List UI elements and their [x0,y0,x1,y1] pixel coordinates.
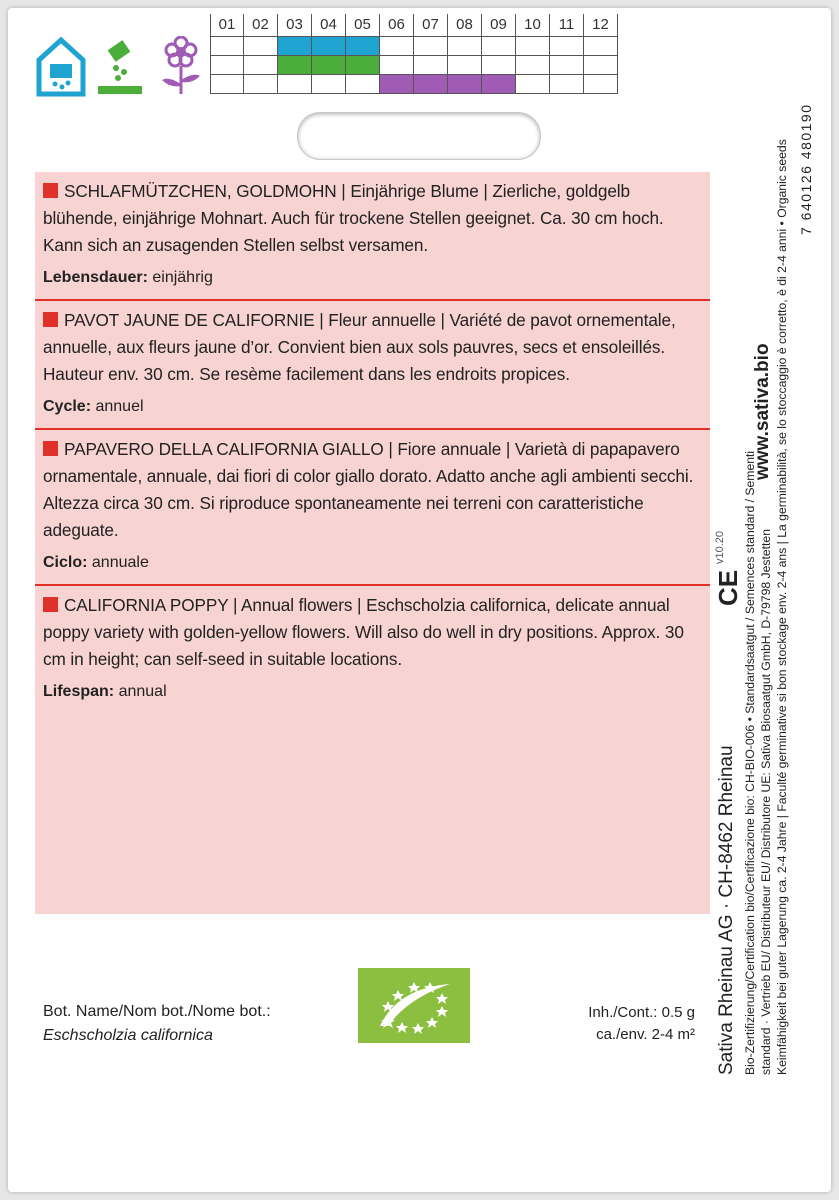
calendar-cell [380,75,414,93]
calendar-row [210,55,618,74]
outdoor-sowing-icon [96,36,146,98]
calendar-cell [312,37,346,55]
month-label: 04 [312,14,346,36]
lifespan-label: Lebensdauer: [43,269,148,286]
description-text: PAPAVERO DELLA CALIFORNIA GIALLO | Fiore annuale | Varietà di papapavero ornamentale, annuale, dai fiori di color giallo dorato. Adatto anche agli ambienti secchi. Altezza circa 30 cm. Si riproduce spontaneamente nei terreni con caratteristiche adeguate. [43,439,694,540]
botanical-label: Bot. Name/Nom bot./Nome bot.: [43,1003,271,1020]
calendar-cell [550,75,584,93]
month-label: 05 [346,14,380,36]
lifespan-value: annuale [91,554,149,571]
calendar-cell [584,56,618,74]
description-text: PAVOT JAUNE DE CALIFORNIE | Fleur annuelle | Variété de pavot ornementale, annuelle, aux fleurs jaune d’or. Convient bien aux sols pauvres, secs et ensoleillés. Hauteur env. 30 cm. Se resème facilement dans les endroits propices. [43,310,676,384]
hang-hole [297,112,541,160]
indoor-sowing-icon [36,36,86,98]
description-section-de [35,172,710,301]
lifespan-value: annual [118,683,167,700]
lifespan-label: Ciclo: [43,554,88,571]
calendar-cell [244,56,278,74]
version-label: v10.20 [714,530,726,564]
sowing-calendar [210,14,618,94]
calendar-cell [278,56,312,74]
distributor-text: standard · Vertrieb EU/ Distributeur EU/ Distributore UE: Sativa Biosaatgut GmbH, D-79798 Jestetten [759,529,773,1075]
calendar-cell [414,56,448,74]
calendar-cell [550,56,584,74]
calendar-cell [380,37,414,55]
calendar-cell [516,56,550,74]
barcode-number: 7 640126 480190 [798,103,814,235]
calendar-cell [482,56,516,74]
germination-text: Keimfähigkeit bei guter Lagerung ca. 2-4 Jahre | Faculté germinative si bon stockage env. 2-4 ans | La germinabilità, se lo stoccaggio è corretto, è di 2-4 anni • Organic seeds [775,139,789,1075]
calendar-cell [210,56,244,74]
description-panel [35,172,710,914]
calendar-cell [312,56,346,74]
botanical-name-block [43,1000,271,1048]
flower-icon [156,36,206,98]
calendar-cell [210,37,244,55]
calendar-cell [482,37,516,55]
calendar-cell [244,37,278,55]
month-label: 03 [278,14,312,36]
lifespan-label: Cycle: [43,398,92,415]
calendar-cell [516,75,550,93]
red-square-icon [43,441,58,456]
month-label: 06 [380,14,414,36]
ce-mark: CE [713,569,743,606]
month-label: 07 [414,14,448,36]
lifespan-value: einjährig [152,269,213,286]
calendar-cell [380,56,414,74]
month-label: 08 [448,14,482,36]
calendar-row [210,74,618,94]
red-square-icon [43,597,58,612]
calendar-cell [346,75,380,93]
calendar-cell [584,75,618,93]
month-label: 02 [244,14,278,36]
month-label: 12 [584,14,618,36]
website-link[interactable]: www.sativa.bio [752,343,773,480]
icon-row [36,36,206,98]
lifespan-value: annuel [95,398,144,415]
calendar-cell [278,75,312,93]
calendar-cell [448,75,482,93]
calendar-cell [482,75,516,93]
calendar-cell [414,37,448,55]
description-text: CALIFORNIA POPPY | Annual flowers | Eschscholzia californica, delicate annual poppy variety with golden-yellow flowers. Will also do well in dry positions. Approx. 30 cm in height; can self-seed in suitable locations. [43,595,684,669]
calendar-cell [584,37,618,55]
calendar-cell [448,56,482,74]
calendar-cell [550,37,584,55]
description-section-fr [35,301,710,430]
contents-amount: Inh./Cont.: 0.5 g [588,1004,695,1021]
red-square-icon [43,312,58,327]
description-section-it [35,430,710,586]
eu-organic-logo [358,968,470,1043]
botanical-name: Eschscholzia californica [43,1027,213,1044]
calendar-row [210,36,618,55]
description-text: SCHLAFMÜTZCHEN, GOLDMOHN | Einjährige Blume | Zierliche, goldgelb blühende, einjährige Mohnart. Auch für trockene Stellen geeignet. Ca. 30 cm hoch. Kann sich an zusagenden Stellen selbst versamen. [43,181,664,255]
calendar-cell [210,75,244,93]
calendar-cell [516,37,550,55]
company-address: Sativa Rheinau AG · CH-8462 Rheinau [716,745,737,1075]
calendar-months [210,14,618,36]
calendar-cell [278,37,312,55]
certification-text: Bio-Zertifizierung/Certification bio/Certificazione bio: CH-BIO-006 • Standardsaatgut / Semences standard / Sementi [743,450,757,1075]
description-section-en [35,586,710,713]
calendar-cell [346,37,380,55]
coverage-area: ca./env. 2-4 m² [596,1026,695,1043]
month-label: 09 [482,14,516,36]
month-label: 01 [210,14,244,36]
calendar-bars [210,36,618,94]
calendar-cell [346,56,380,74]
lifespan-label: Lifespan: [43,683,115,700]
calendar-cell [414,75,448,93]
red-square-icon [43,183,58,198]
calendar-cell [244,75,278,93]
calendar-cell [448,37,482,55]
month-label: 11 [550,14,584,36]
calendar-cell [312,75,346,93]
contents-block [560,1002,695,1046]
month-label: 10 [516,14,550,36]
